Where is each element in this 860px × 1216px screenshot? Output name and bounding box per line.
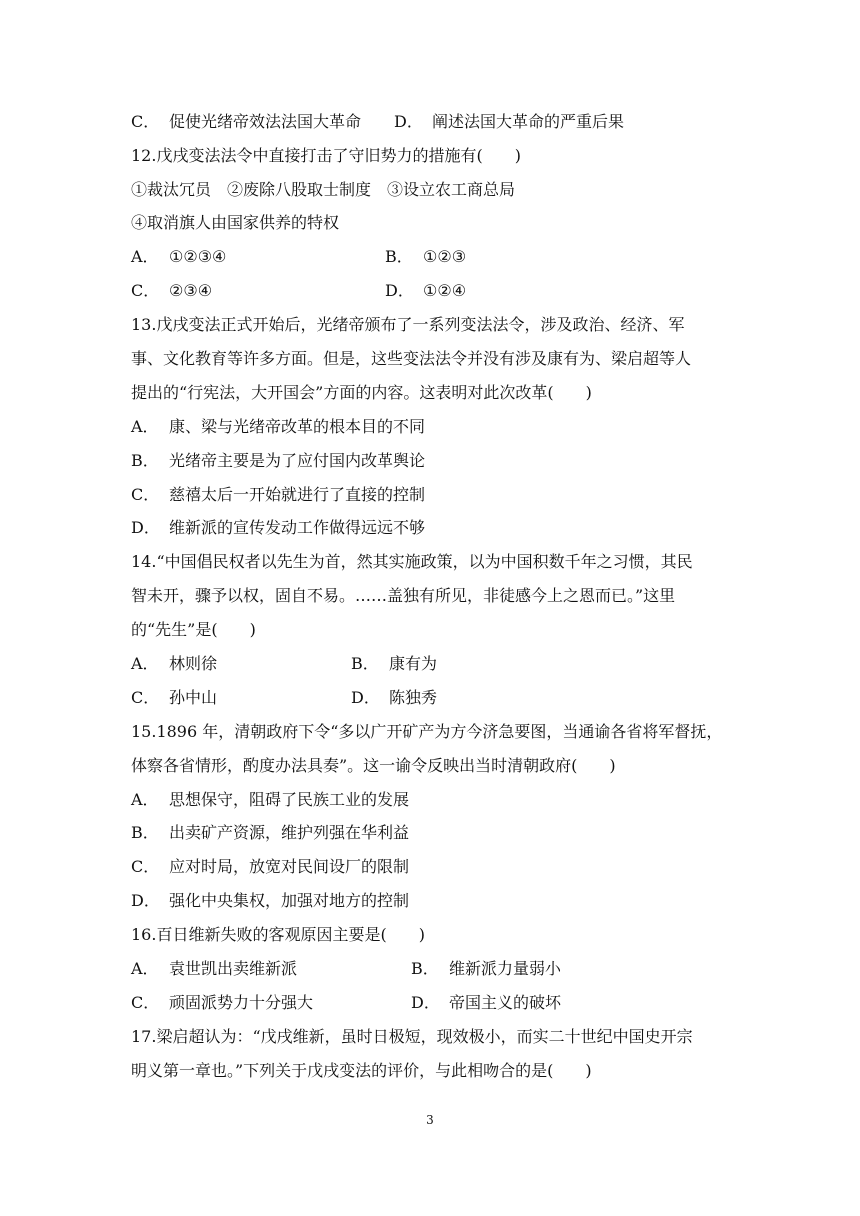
option-b: B． 康有为: [351, 654, 438, 673]
option-a: A． 林则徐: [131, 654, 218, 673]
option-c: C． 顽固派势力十分强大: [131, 993, 314, 1012]
question-15-line-1: 15.1896 年，清朝政府下令“多以广开矿产为方今济急要图，当通谕各省将军督抚，: [131, 722, 723, 741]
option-a: A． 袁世凯出卖维新派: [131, 959, 298, 978]
option-d: D． 维新派的宣传发动工作做得远远不够: [131, 518, 426, 537]
option-b: B． ①②③: [385, 247, 467, 266]
question-13-line-2: 事、文化教育等许多方面。但是，这些变法法令并没有涉及康有为、梁启超等人: [131, 349, 692, 368]
question-15-line-2: 体察各省情形，酌度办法具奏”。这一谕令反映出当时清朝政府( ): [131, 756, 616, 775]
question-17-line-1: 17.梁启超认为：“戊戌维新，虽时日极短，现效极小，而实二十世纪中国史开宗: [131, 1027, 693, 1046]
question-16-stem: 16.百日维新失败的客观原因主要是( ): [131, 925, 425, 944]
question-12-items-1: ①裁汰冗员 ②废除八股取士制度 ③设立农工商总局: [131, 180, 516, 199]
option-c: C． 促使光绪帝效法法国大革命: [131, 112, 362, 131]
option-b: B． 维新派力量弱小: [411, 959, 562, 978]
option-b: B． 出卖矿产资源，维护列强在华利益: [131, 823, 410, 842]
option-d: D． ①②④: [385, 281, 467, 300]
page-number: 3: [426, 1113, 434, 1127]
option-d: D． 帝国主义的破坏: [411, 993, 562, 1012]
option-a: A． ①②③④: [131, 247, 227, 266]
question-13-line-1: 13.戊戌变法正式开始后，光绪帝颁布了一系列变法法令，涉及政治、经济、军: [131, 315, 685, 334]
option-b: B． 光绪帝主要是为了应付国内改革舆论: [131, 451, 426, 470]
option-c: C． ②③④: [131, 281, 213, 300]
question-14-line-1: 14.“中国倡民权者以先生为首，然其实施政策，以为中国积数千年之习惯，其民: [131, 552, 693, 571]
option-c: C． 慈禧太后一开始就进行了直接的控制: [131, 485, 426, 504]
question-12-stem: 12.戊戌变法法令中直接打击了守旧势力的措施有( ): [131, 146, 521, 165]
option-d: D． 强化中央集权，加强对地方的控制: [131, 891, 410, 910]
option-d: D． 陈独秀: [351, 688, 438, 707]
question-14-line-2: 智未开，骤予以权，固自不易。……盖独有所见，非徒感今上之恩而已。”这里: [131, 586, 676, 605]
question-14-line-3: 的“先生”是( ): [131, 620, 256, 639]
option-c: C． 应对时局，放宽对民间设厂的限制: [131, 857, 410, 876]
option-a: A． 思想保守，阻碍了民族工业的发展: [131, 790, 410, 809]
question-17-line-2: 明义第一章也。”下列关于戊戌变法的评价，与此相吻合的是( ): [131, 1061, 592, 1080]
question-12-items-2: ④取消旗人由国家供养的特权: [131, 213, 340, 232]
question-13-line-3: 提出的“行宪法，大开国会”方面的内容。这表明对此次改革( ): [131, 383, 592, 402]
option-d: D． 阐述法国大革命的严重后果: [394, 112, 625, 131]
option-c: C． 孙中山: [131, 688, 218, 707]
option-a: A． 康、梁与光绪帝改革的根本目的不同: [131, 417, 426, 436]
